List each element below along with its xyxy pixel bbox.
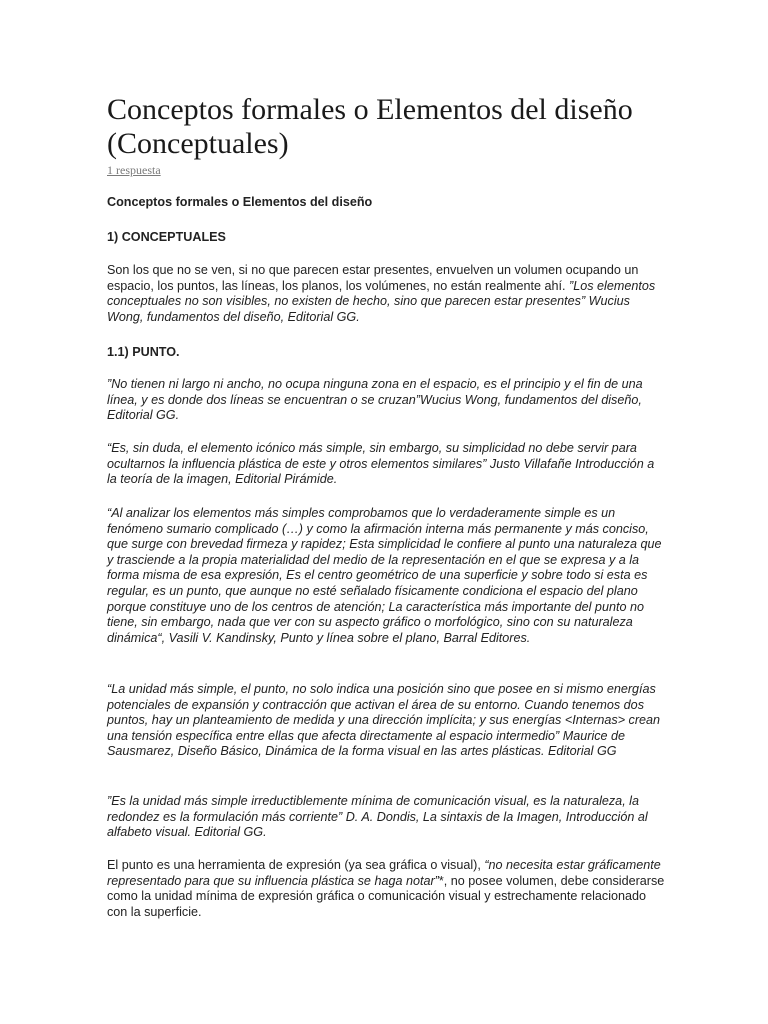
quote-text: ”No tienen ni largo ni ancho, no ocupa ninguna zona en el espacio, es el principio y el fin de una línea, y es donde dos líneas se encuentran o se cruzan” [107,377,643,407]
subheading-punto: 1.1) PUNTO. [107,345,180,359]
quote-text: “Al analizar los elementos más simples comprobamos que lo verdaderamente simple es un fenómeno sumario complicado (…) y como la afirmación interna más permanente y más conciso, que surge con brevedad firmeza y rapidez; Esta simplicidad le confiere al punto una naturaleza que y trasciende a la propia materialidad del medio de la representación en el que se expresa y a la forma misma de esa expresión, Es el centro geométrico de una superficie y sobre todo si esta es regular, es un punto, que aunque no esté señalado físicamente condiciona el espacio del plano porque constituye uno de los centros de atención; La característica más importante del punto no tiene, sin embargo, nada que ver con su aspecto gráfico o morfológico, sino con su naturaleza dinámica“ [107,506,662,645]
citation-text: Maurice de Sausmarez, Diseño Básico, Dinámica de la forma visual en las artes plásticas. Editorial GG [107,728,626,759]
citation-text: Wucius Wong, fundamentos del diseño, Editorial GG. [107,392,642,423]
quote-paragraph [107,377,667,424]
citation-text: Wucius Wong, fundamentos del diseño, Editorial GG. [107,294,630,324]
paragraph-text: , no posee volumen, debe considerarse como la unidad mínima de expresión gráfica o comunicación visual y estrechamente relacionado con la superficie. [107,873,665,919]
quote-text: “no necesita estar gráficamente representado para que su influencia plástica se haga notar” [107,858,661,888]
citation-text: Justo Villafañe Introducción a la teoría de la imagen, Editorial Pirámide. [107,456,655,487]
quote-text: “La unidad más simple, el punto, no solo indica una posición sino que posee en si mismo energías potenciales de expansión y contracción que activan el área de su entorno. Cuando tenemos dos puntos, hay un planteamiento de medida y una dirección implícita; y sus energías <Internas> crean una tensión específica entre ellas que afecta directamente al espacio intermedio” [107,682,661,743]
section-heading: Conceptos formales o Elementos del diseño [107,195,373,209]
paragraph-text: El punto es una herramienta de expresión (ya sea gráfica o visual), [107,858,485,872]
quote-paragraph [107,441,667,488]
citation-text: D. A. Dondis, La sintaxis de la Imagen, Introducción al alfabeto visual. Editorial GG. [107,809,648,840]
quote-text: ”Es la unidad más simple irreductiblemente mínima de comunicación visual, es la naturaleza, la redondez es la formulación más corriente” [107,794,639,824]
quote-paragraph [107,682,667,760]
paragraph-conceptuales [107,263,667,325]
citation-text: , Vasili V. Kandinsky, Punto y línea sobre el plano, Barral Editores. [161,630,531,645]
page-title: Conceptos formales o Elementos del diseño (Conceptuales) [107,93,633,160]
quote-text: ”Los elementos conceptuales no son visibles, no existen de hecho, sino que parecen estar presentes” [107,278,656,309]
paragraph-final [107,858,667,920]
quote-paragraph [107,794,667,841]
footnote-marker: * [438,873,444,888]
paragraph-text: Son los que no se ven, si no que parecen estar presentes, envuelven un volumen ocupando un espacio, los puntos, las líneas, los planos, los volúmenes, no están realmente ahí. [107,263,639,293]
subheading-conceptuales: 1) CONCEPTUALES [107,230,226,244]
quote-paragraph [107,506,667,646]
replies-link[interactable]: 1 respuesta [107,163,161,177]
quote-text: “Es, sin duda, el elemento icónico más simple, sin embargo, su simplicidad no debe servir para ocultarnos la influencia plástica de este y otros elementos similares” [107,441,637,471]
